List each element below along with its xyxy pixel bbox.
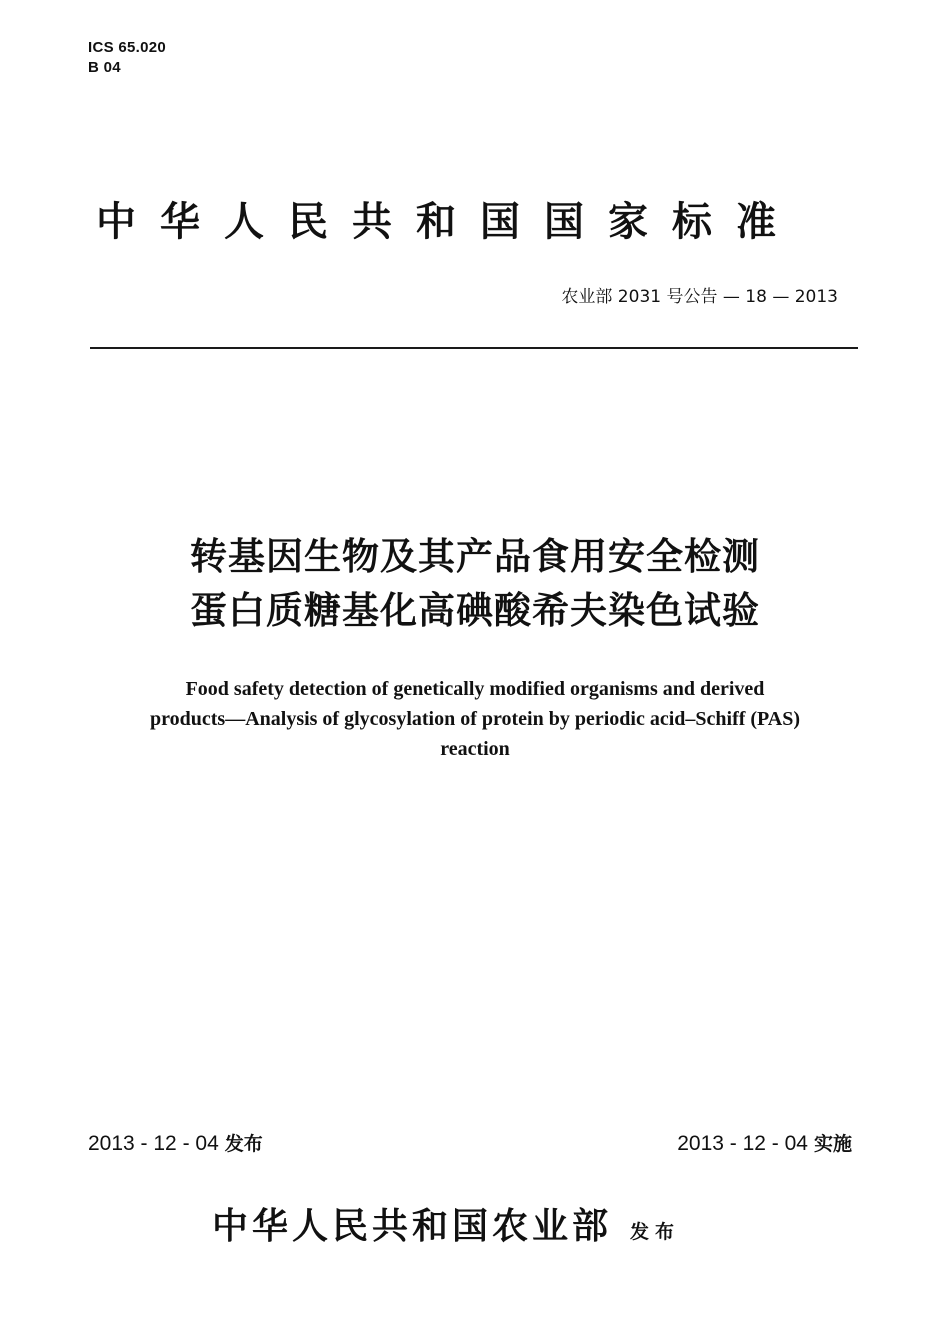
issuer-name: 中华人民共和国农业部 xyxy=(212,1205,613,1247)
issue-date: 2013 - 12 - 04 xyxy=(88,1132,219,1155)
issuing-authority xyxy=(212,1198,680,1249)
implement-date: 2013 - 12 - 04 xyxy=(677,1132,808,1155)
national-standard-title: 中华人民共和国国家标准 xyxy=(96,198,800,245)
english-title xyxy=(60,674,890,764)
english-title-line-2: products—Analysis of glycosylation of protein by periodic acid–Schiff (PAS) xyxy=(149,708,801,730)
header-divider xyxy=(90,347,858,349)
issue-date-block xyxy=(88,1129,263,1156)
issue-label: 发布 xyxy=(224,1133,263,1155)
chinese-title xyxy=(0,530,950,638)
ccs-code: B 04 xyxy=(88,59,121,76)
implement-date-block xyxy=(677,1129,852,1156)
classification-codes xyxy=(88,38,166,78)
issuer-action: 发布 xyxy=(630,1221,681,1243)
implement-label: 实施 xyxy=(813,1133,852,1155)
english-title-line-1: Food safety detection of genetically modified organisms and derived xyxy=(185,678,765,700)
ics-code: ICS 65.020 xyxy=(88,39,167,56)
standard-number: 农业部 2031 号公告 — 18 — 2013 xyxy=(561,287,838,307)
chinese-title-line-1: 转基因生物及其产品食用安全检测 xyxy=(190,535,760,578)
chinese-title-line-2: 蛋白质糖基化高碘酸希夫染色试验 xyxy=(190,589,760,632)
english-title-line-3: reaction xyxy=(440,738,510,760)
